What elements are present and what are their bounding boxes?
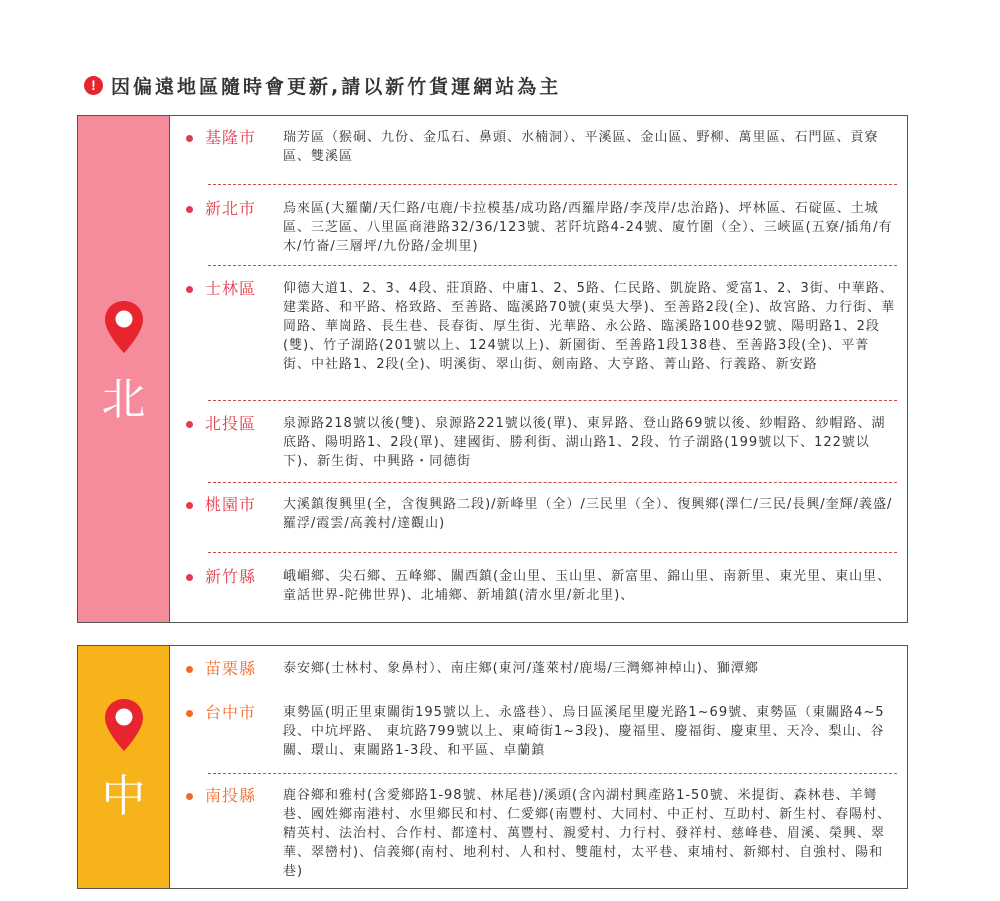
- area-name: 桃園市: [205, 495, 257, 514]
- area-item: [186, 278, 897, 374]
- bullet-icon: [186, 206, 193, 213]
- area-name: 士林區: [205, 279, 257, 298]
- divider: [208, 265, 897, 266]
- area-item: [186, 198, 897, 256]
- area-name: 台中市: [205, 703, 257, 722]
- area-desc: 峨嵋鄉、尖石鄉、五峰鄉、關西鎮(金山里、玉山里、新富里、錦山里、南新里、東光里、東山里、童話世界-陀佛世界)、北埔鄉、新埔鎮(清水里/新北里)、: [283, 569, 892, 603]
- region-central: [77, 645, 908, 889]
- divider: [208, 400, 897, 401]
- area-name: 新北市: [205, 199, 257, 218]
- area-desc: 大溪鎮復興里(全，含復興路二段)/新峰里（全）/三民里（全）、復興鄉(澤仁/三民/長興/奎輝/義盛/羅浮/霞雲/高義村/達觀山): [283, 497, 893, 531]
- area-desc: 泰安鄉(士林村、象鼻村）、南庄鄉(東河/蓬萊村/鹿場/三灣鄉神棹山)、獅潭鄉: [283, 661, 759, 676]
- bullet-icon: [186, 574, 193, 581]
- region-side: [78, 646, 170, 888]
- area-desc: 鹿谷鄉和雅村(含愛鄉路1-98號、林尾巷)/溪頭(含內湖村興產路1-50號、米提街、森林巷、羊彎巷、國姓鄉南港村、水里鄉民和村、仁愛鄉(南豐村、大同村、中正村、互助村、新生村、春陽村、精英村、法治村、合作村、都達村、萬豐村、親愛村、力行村、發祥村、慈峰巷、眉溪、榮興、翠華、翠巒村)、信義鄉(南村、地利村、人和村、雙龍村，太平巷、東埔村、新鄉村、自強村、陽和巷): [283, 788, 892, 879]
- bullet-icon: [186, 135, 193, 142]
- bullet-icon: [186, 793, 193, 800]
- area-name: 南投縣: [205, 786, 257, 805]
- bullet-icon: [186, 502, 193, 509]
- region-body: [170, 116, 907, 622]
- area-name: 基隆市: [205, 128, 257, 147]
- area-item: [186, 566, 897, 605]
- area-item: [186, 658, 897, 680]
- divider: [208, 482, 897, 483]
- region-north: [77, 115, 908, 623]
- divider: [208, 552, 897, 553]
- area-desc: 泉源路218號以後(雙)、泉源路221號以後(單)、東昇路、登山路69號以後、紗帽路、紗帽路、湖底路、陽明路1、2段(單)、建國街、勝利街、湖山路1、2段、竹子湖路(199號以下、122號以下)、新生街、中興路・同德街: [283, 416, 886, 469]
- region-side: [78, 116, 170, 622]
- bullet-icon: [186, 421, 193, 428]
- notice-text: 因偏遠地區隨時會更新,請以新竹貨運網站為主: [111, 75, 562, 98]
- map-pin-icon: [104, 300, 144, 354]
- area-item: [186, 494, 897, 533]
- bullet-icon: [186, 286, 193, 293]
- area-item: [186, 785, 897, 881]
- area-desc: 東勢區(明正里東關街195號以上、永盛巷）、烏日區溪尾里慶光路1~69號、東勢區（東關路4~5段、中坑坪路、 東坑路799號以上、東崎街1~3段)、慶福里、慶福街、慶東里、天冷、梨山、谷關、環山、東關路1-3段、和平區、卓蘭鎮: [283, 705, 885, 758]
- update-notice: [84, 72, 561, 98]
- area-item: [186, 702, 897, 760]
- area-desc: 仰德大道1、2、3、4段、莊頂路、中庸1、2、5路、仁民路、凱旋路、愛富1、2、3街、中華路、建業路、和平路、格致路、至善路、臨溪路70號(東吳大學)、至善路2段(全)、故宮路、力行街、華岡路、華崗路、長生巷、長春街、厚生街、光華路、永公路、臨溪路100巷92號、陽明路1、2段(雙)、竹子湖路(201號以上、124號以上)、新園街、至善路1段138巷、至善路3段(全)、平菁街、中社路1、2段(全)、明溪街、翠山街、劍南路、大亨路、菁山路、行義路、新安路: [283, 281, 896, 372]
- area-name: 苗栗縣: [205, 659, 257, 678]
- region-name: 中: [101, 771, 146, 822]
- exclamation-circle-icon: !: [84, 76, 103, 95]
- area-name: 新竹縣: [205, 567, 257, 586]
- map-pin-icon: [104, 698, 144, 752]
- bullet-icon: [186, 710, 193, 717]
- area-desc: 瑞芳區（猴硐、九份、金瓜石、鼻頭、水楠洞）、平溪區、金山區、野柳、萬里區、石門區、貢寮區、雙溪區: [283, 130, 879, 164]
- region-name: 北: [101, 374, 146, 425]
- area-desc: 烏來區(大羅蘭/天仁路/屯鹿/卡拉模基/成功路/西羅岸路/李茂岸/忠治路)、坪林區、石碇區、土城區、三芝區、八里區商港路32/36/123號、茗阡坑路4-24號、廈竹圍（全）、三峽區(五寮/插角/有木/竹崙/三層坪/九份路/金圳里): [283, 201, 893, 254]
- region-body: [170, 646, 907, 888]
- divider: [208, 184, 897, 185]
- divider: [208, 773, 897, 774]
- bullet-icon: [186, 666, 193, 673]
- area-name: 北投區: [205, 414, 257, 433]
- area-item: [186, 127, 897, 166]
- area-item: [186, 413, 897, 471]
